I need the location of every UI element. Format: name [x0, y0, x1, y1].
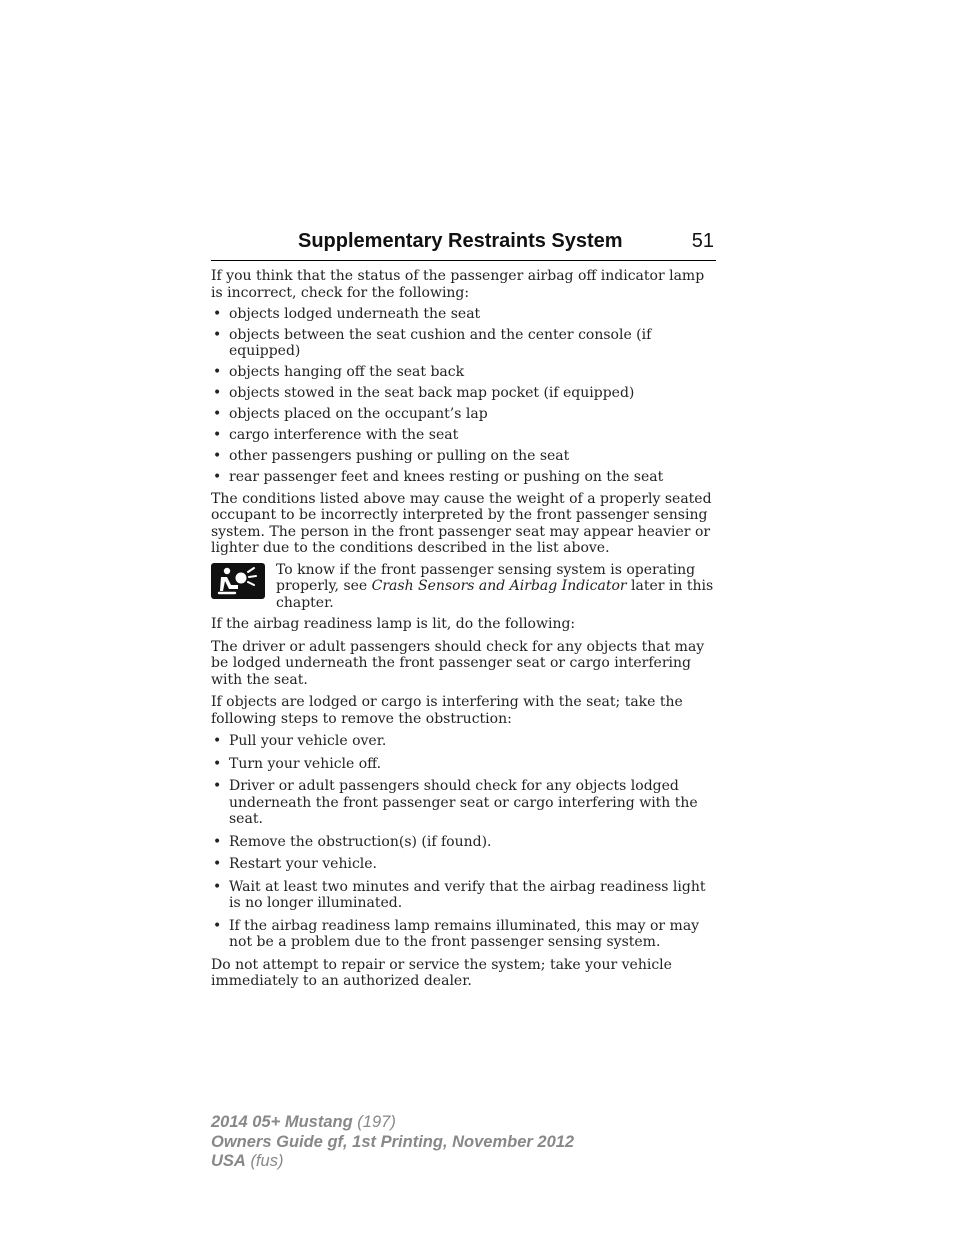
list-item: • objects lodged underneath the seat: [211, 306, 716, 323]
list-item: • Pull your vehicle over.: [211, 733, 716, 750]
list-item: • Restart your vehicle.: [211, 856, 716, 873]
list-item: • Driver or adult passengers should check for any objects lodged underneath the front passenger seat or cargo interfering with the seat.: [211, 778, 716, 828]
intro-paragraph: If you think that the status of the passenger airbag off indicator lamp is incorrect, check for the following:: [211, 268, 705, 301]
list-item: • cargo interference with the seat: [211, 427, 716, 444]
page-content: [211, 228, 716, 990]
note-text: [276, 562, 716, 612]
page-footer: [211, 1113, 574, 1172]
list-item: • objects hanging off the seat back: [211, 364, 716, 381]
driver-check-paragraph: The driver or adult passengers should check for any objects that may be lodged underneath the front passenger seat or cargo interfering with the seat.: [211, 638, 705, 688]
page-header: [211, 228, 716, 261]
section-title: Supplementary Restraints System: [298, 230, 623, 252]
list-item: • objects stowed in the seat back map pocket (if equipped): [211, 385, 716, 402]
note-text-start: To know if the front passenger sensing system is operating properly, see: [276, 561, 696, 594]
list-item: • rear passenger feet and knees resting or pushing on the seat: [211, 469, 716, 486]
footer-line-market: USA (fus): [211, 1152, 284, 1170]
footer-line-edition: Owners Guide gf, 1st Printing, November 2012: [211, 1132, 575, 1151]
list-item: • objects placed on the occupant’s lap: [211, 406, 716, 423]
lamp-lit-paragraph: If the airbag readiness lamp is lit, do the following:: [211, 616, 576, 632]
airbag-icon: [211, 563, 265, 599]
note-reference: Crash Sensors and Airbag Indicator: [371, 578, 627, 594]
page-number: 51: [691, 230, 714, 252]
check-list: [211, 306, 716, 486]
list-item: • If the airbag readiness lamp remains illuminated, this may or may not be a problem due to the front passenger sensing system.: [211, 918, 716, 951]
footer-line-model: 2014 05+ Mustang (197): [211, 1113, 396, 1131]
list-item: • Wait at least two minutes and verify that the airbag readiness light is no longer illuminated.: [211, 879, 716, 912]
note-block: [211, 562, 716, 612]
conditions-paragraph: The conditions listed above may cause the weight of a properly seated occupant to be incorrectly interpreted by the front passenger sensing system. The person in the front passenger seat may appear heavier or lighter due to the conditions described in the list above.: [211, 490, 712, 556]
steps-list: [211, 733, 716, 951]
note-text-end: later in this chapter.: [276, 578, 714, 611]
objects-paragraph: If objects are lodged or cargo is interfering with the seat; take the following steps to remove the obstruction:: [211, 694, 683, 727]
list-item: • objects between the seat cushion and the center console (if equipped): [211, 327, 716, 360]
list-item: • Turn your vehicle off.: [211, 756, 716, 773]
list-item: • other passengers pushing or pulling on the seat: [211, 448, 716, 465]
body-text: [211, 268, 716, 990]
list-item: • Remove the obstruction(s) (if found).: [211, 834, 716, 851]
closing-paragraph: Do not attempt to repair or service the system; take your vehicle immediately to an authorized dealer.: [211, 956, 672, 989]
